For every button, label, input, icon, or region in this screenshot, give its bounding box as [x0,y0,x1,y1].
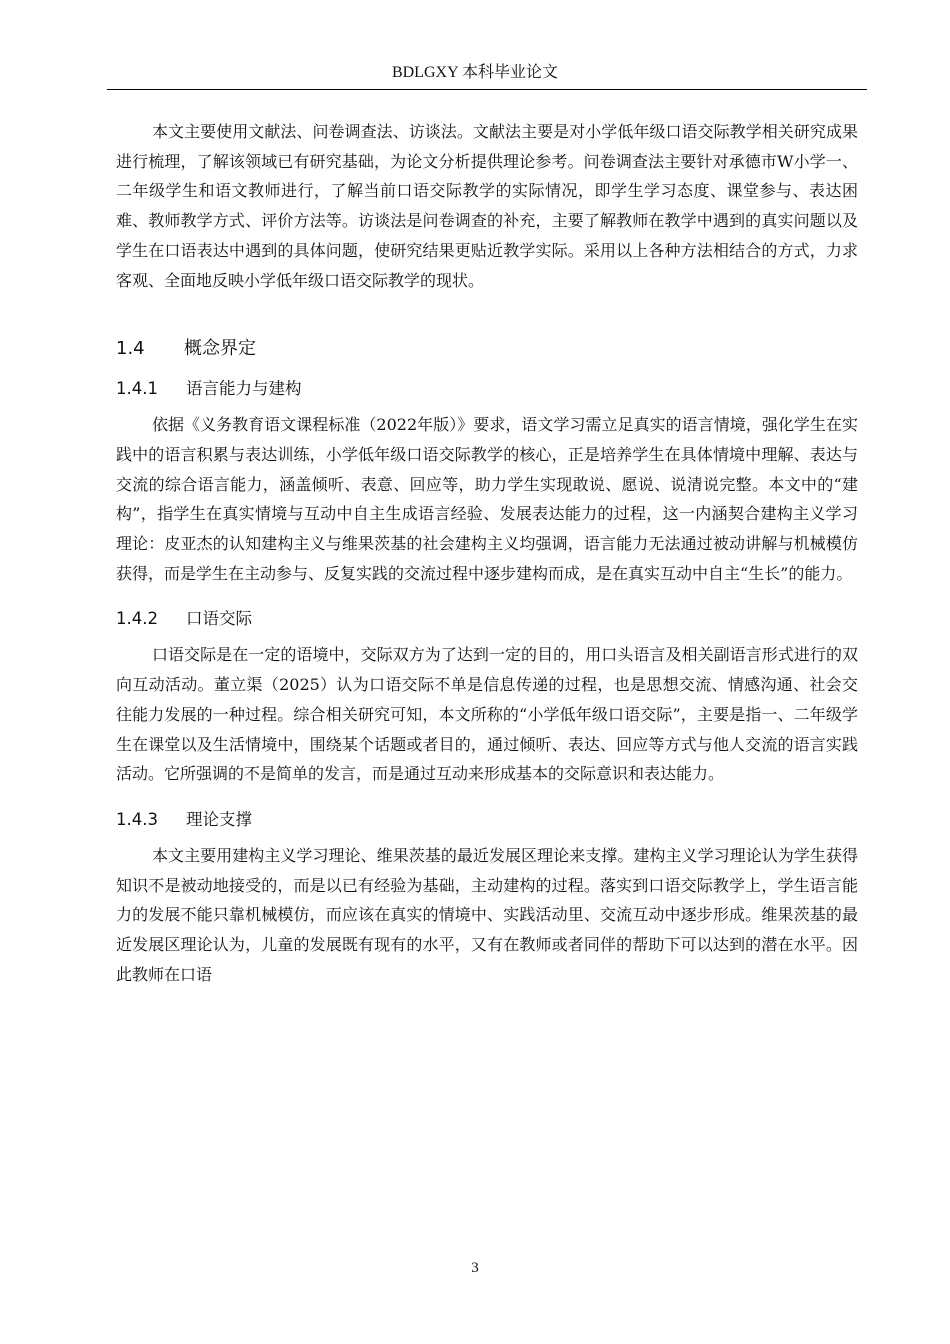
subsection-number: 1.4.3 [116,809,158,829]
section-heading-1-4 [116,336,858,362]
subsection-number: 1.4.2 [116,609,158,629]
subsection-heading-1-4-1 [116,377,858,401]
page-number: 3 [471,1260,479,1276]
paragraph-language-ability: 依据《义务教育语文课程标准（2022年版）》要求，语文学习需立足真实的语言情境，强化学生在实践中的语言积累与表达训练，小学低年级口语交际教学的核心，正是培养学生在具体情境中理解、表达与交流的综合语言能力，涵盖倾听、表意、回应等，助力学生实现敢说、愿说、说清说完整。本文中的“建构”，指学生在真实情境与互动中自主生成语言经验、发展表达能力的过程，这一内涵契合建构主义学习理论：皮亚杰的认知建构主义与维果茨基的社会建构主义均强调，语言能力无法通过被动讲解与机械模仿获得，而是学生在主动参与、反复实践的交流过程中逐步建构而成，是在真实互动中自主“生长”的能力。 [116,415,858,583]
subsection-title: 口语交际 [186,609,252,629]
subsection-number: 1.4.1 [116,379,158,399]
paragraph-research-methods: 本文主要使用文献法、问卷调查法、访谈法。文献法主要是对小学低年级口语交际教学相关研究成果进行梳理，了解该领域已有研究基础，为论文分析提供理论参考。问卷调查法主要针对承德市W小学一、二年级学生和语文教师进行，了解当前口语交际教学的实际情况，即学生学习态度、课堂参与、表达困难、教师教学方式、评价方法等。访谈法是问卷调查的补充，主要了解教师在教学中遇到的真实问题以及学生在口语表达中遇到的具体问题，使研究结果更贴近教学实际。采用以上各种方法相结合的方式，力求客观、全面地反映小学低年级口语交际教学的现状。 [116,122,858,290]
section-number: 1.4 [116,338,145,360]
subsection-heading-1-4-2 [116,607,858,631]
paragraph-oral-communication: 口语交际是在一定的语境中，交际双方为了达到一定的目的，用口头语言及相关副语言形式进行的双向互动活动。董立渠（2025）认为口语交际不单是信息传递的过程，也是思想交流、情感沟通、社会交往能力发展的一种过程。综合相关研究可知，本文所称的“小学低年级口语交际”，主要是指一、二年级学生在课堂以及生活情境中，围绕某个话题或者目的，通过倾听、表达、回应等方式与他人交流的语言实践活动。它所强调的不是简单的发言，而是通过互动来形成基本的交际意识和表达能力。 [116,645,858,784]
subsection-title: 语言能力与建构 [186,379,302,399]
subsection-title: 理论支撑 [186,809,252,829]
paragraph-theoretical-support: 本文主要用建构主义学习理论、维果茨基的最近发展区理论来支撑。建构主义学习理论认为学生获得知识不是被动地接受的，而是以已有经验为基础，主动建构的过程。落实到口语交际教学上，学生语言能力的发展不能只靠机械模仿，而应该在真实的情境中、实践活动里、交流互动中逐步形成。维果茨基的最近发展区理论认为，儿童的发展既有现有的水平，又有在教师或者同伴的帮助下可以达到的潜在水平。因此教师在口语 [116,845,858,984]
page-header: BDLGXY 本科毕业论文 [391,64,559,81]
page-body [116,117,858,989]
section-title: 概念界定 [184,338,256,360]
subsection-heading-1-4-3 [116,808,858,832]
header-divider [107,89,867,90]
